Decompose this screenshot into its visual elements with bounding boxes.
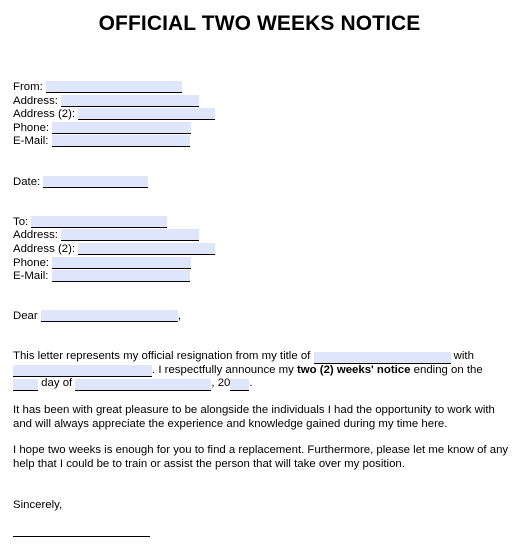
recipient-address2-label: Address (2): <box>13 243 76 255</box>
phone-field[interactable] <box>52 122 191 134</box>
paragraph-appreciation: It has been with great pleasure to be alongside the individuals I had the opportunity to work with and will always appreciate the experience and knowledge gained during my time here. <box>13 404 495 430</box>
date-row <box>13 175 148 189</box>
recipient-to-row <box>13 215 167 229</box>
recipient-email-row <box>13 269 190 283</box>
email-label: E-Mail: <box>13 135 49 147</box>
company-field[interactable] <box>13 365 152 377</box>
recipient-phone-label: Phone: <box>13 257 50 269</box>
recipient-email-field[interactable] <box>52 270 190 282</box>
address2-label: Address (2): <box>13 108 76 120</box>
paragraph-resignation <box>13 350 515 391</box>
signature-line[interactable] <box>13 536 150 537</box>
end-month-field[interactable] <box>75 379 211 391</box>
address-label: Address: <box>13 95 58 107</box>
sender-address-row <box>13 94 199 108</box>
salutation-text: Dear <box>13 310 38 322</box>
closing: Sincerely, <box>13 499 63 511</box>
sender-phone-row <box>13 121 191 135</box>
paragraph-replacement: I hope two weeks is enough for you to find a replacement. Furthermore, please let me know of any help that I could be to train or assist the person that will take over my position. <box>13 444 509 470</box>
from-field[interactable] <box>46 81 182 93</box>
recipient-address2-field[interactable] <box>78 243 215 255</box>
recipient-phone-row <box>13 256 191 270</box>
phone-label: Phone: <box>13 122 50 134</box>
address2-field[interactable] <box>78 108 215 120</box>
end-day-field[interactable] <box>13 379 38 391</box>
from-label: From: <box>13 81 43 93</box>
recipient-phone-field[interactable] <box>52 257 191 269</box>
salutation-name-field[interactable] <box>41 310 178 322</box>
salutation-row <box>13 309 181 323</box>
recipient-address-row <box>13 228 199 242</box>
p1-text-6: , 20 <box>211 377 231 390</box>
address-field[interactable] <box>61 95 199 107</box>
date-field[interactable] <box>43 176 148 188</box>
recipient-address-label: Address: <box>13 229 58 241</box>
email-field[interactable] <box>52 135 190 147</box>
p1-text-4: ending on the <box>413 363 483 376</box>
to-label: To: <box>13 216 29 228</box>
p1-text-2: with <box>453 350 474 362</box>
recipient-address2-row <box>13 242 215 256</box>
sender-address2-row <box>13 107 215 121</box>
sender-email-row <box>13 134 190 148</box>
p1-text-5: day of <box>41 377 73 390</box>
recipient-address-field[interactable] <box>61 229 199 241</box>
date-label: Date: <box>13 176 41 188</box>
to-field[interactable] <box>31 216 167 228</box>
salutation-punct: , <box>177 310 182 322</box>
end-year-field[interactable] <box>230 379 249 391</box>
p1-text-3: . I respectfully announce my <box>152 363 294 376</box>
sender-from-row <box>13 80 182 94</box>
job-title-field[interactable] <box>314 352 451 364</box>
p1-bold-notice: two (2) weeks' notice <box>297 363 411 376</box>
p1-text-7: . <box>249 377 253 390</box>
document-title: OFFICIAL TWO WEEKS NOTICE <box>98 12 421 35</box>
p1-text-1: This letter represents my official resignation from my title of <box>13 350 311 362</box>
recipient-email-label: E-Mail: <box>13 270 49 282</box>
